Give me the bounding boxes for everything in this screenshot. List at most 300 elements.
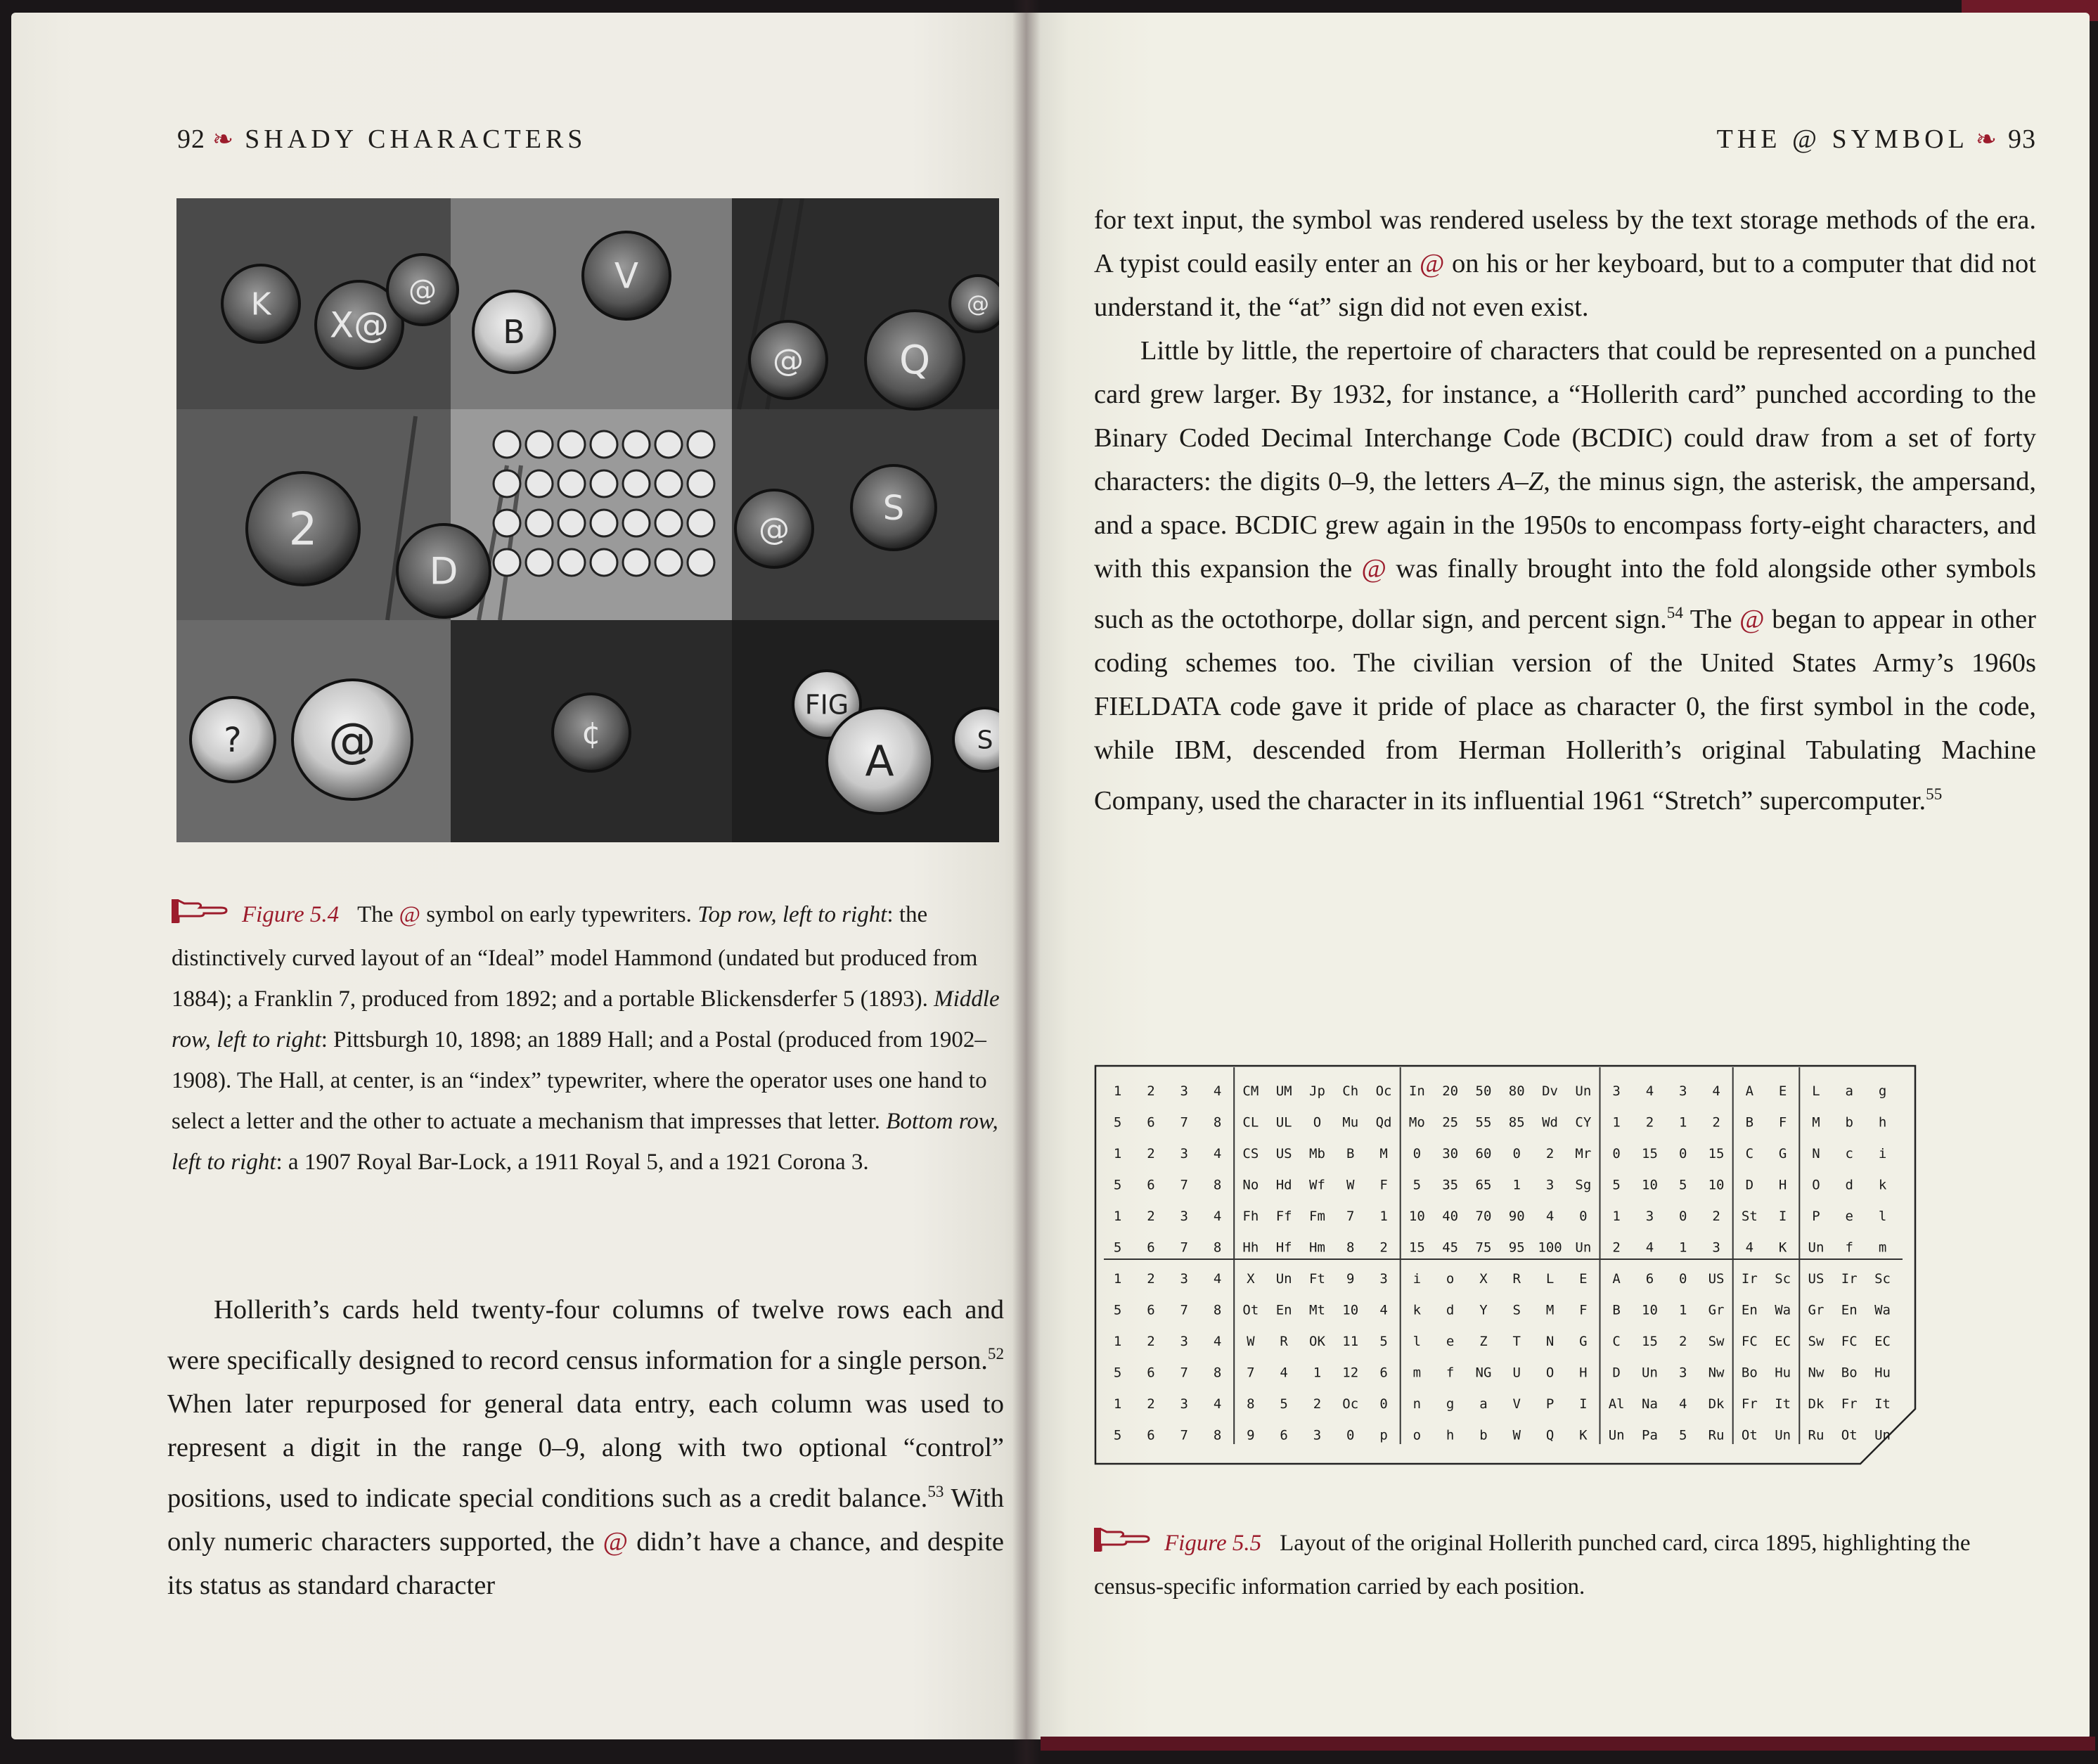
text-run: for text input, the symbol was rendered useless by the text storage methods of the era. A typist could easily enter an: [1094, 205, 2036, 278]
card-cell: US: [1708, 1271, 1725, 1287]
card-cell: o: [1446, 1271, 1455, 1287]
text-run: The: [357, 902, 399, 927]
card-cell: 2: [1147, 1271, 1155, 1287]
card-cell: 1: [1113, 1271, 1122, 1287]
index-key: [623, 510, 650, 536]
key-glyph: ¢: [581, 715, 601, 752]
red-cover-edge-bottom: [1041, 1737, 2095, 1751]
card-cell: 6: [1147, 1427, 1155, 1443]
card-cell: Wf: [1309, 1177, 1325, 1193]
card-cell: U: [1512, 1365, 1521, 1381]
card-cell: Nw: [1708, 1365, 1725, 1381]
card-cell: 0: [1612, 1146, 1621, 1161]
card-cell: Q: [1545, 1427, 1555, 1443]
card-cell: 6: [1645, 1271, 1654, 1287]
card-cell: d: [1845, 1177, 1853, 1193]
card-cell: Oc: [1375, 1083, 1392, 1099]
card-cell: Mt: [1309, 1302, 1325, 1318]
card-cell: e: [1845, 1209, 1853, 1224]
card-cell: Un: [1575, 1083, 1592, 1099]
card-cell: Un: [1575, 1240, 1592, 1256]
card-cell: h: [1446, 1427, 1455, 1443]
card-cell: 1: [1679, 1240, 1687, 1256]
card-cell: Mr: [1575, 1146, 1592, 1161]
card-cell: i: [1878, 1146, 1887, 1161]
card-cell: 10: [1642, 1177, 1658, 1193]
card-cell: 8: [1213, 1427, 1222, 1443]
card-cell: O: [1313, 1114, 1322, 1131]
card-cell: F: [1778, 1114, 1787, 1131]
typewriter-photo-collage: [176, 198, 999, 842]
index-key: [591, 431, 617, 458]
footnote-ref: 55: [1926, 784, 1943, 803]
card-cell: Ir: [1741, 1271, 1758, 1287]
card-cell: I: [1579, 1396, 1588, 1412]
card-cell: 5: [1113, 1177, 1122, 1193]
index-key: [494, 431, 520, 458]
index-key: [526, 510, 553, 536]
card-cell: P: [1545, 1396, 1555, 1412]
text-run: When later repurposed for general data entry, each column was used to represent a digit in the range 0–9, along with two optional “control” positions, used to indicate special conditions such as a credit balance.: [167, 1389, 1004, 1513]
index-key: [526, 549, 553, 576]
card-cell: 5: [1113, 1114, 1122, 1131]
card-cell: F: [1379, 1177, 1388, 1193]
card-cell: 0: [1679, 1209, 1687, 1224]
text-run: Bottom row, left to right: [172, 1109, 998, 1175]
card-cell: OK: [1309, 1334, 1325, 1349]
index-key: [591, 549, 617, 576]
at-symbol: @: [1361, 554, 1386, 584]
card-cell: UM: [1275, 1083, 1292, 1099]
card-cell: D: [1612, 1365, 1621, 1381]
card-cell: It: [1775, 1396, 1791, 1412]
index-key: [655, 431, 682, 458]
at-symbol: @: [399, 902, 421, 927]
text-run: : Pittsburgh 10, 1898; an 1889 Hall; and a Postal (produced from 1902–1908). The Hall, at center, is an “index” typewriter, where the operator uses one hand to select a letter and the other to actuate a mechanism that impresses that letter.: [172, 1027, 987, 1134]
card-cell: Bo: [1841, 1365, 1858, 1381]
card-cell: NG: [1475, 1365, 1492, 1381]
index-key: [623, 431, 650, 458]
key-glyph: FIG: [804, 689, 849, 721]
card-cell: 15: [1708, 1146, 1725, 1161]
index-key: [558, 510, 585, 536]
card-cell: e: [1446, 1334, 1455, 1349]
card-cell: 5: [1412, 1177, 1422, 1193]
card-cell: F: [1579, 1302, 1588, 1318]
fleuron-icon: ❧: [212, 125, 238, 153]
card-cell: 1: [1612, 1114, 1621, 1131]
card-cell: St: [1741, 1209, 1758, 1224]
card-cell: Oc: [1342, 1396, 1359, 1412]
card-cell: 3: [1180, 1146, 1188, 1161]
book-gutter: [1012, 0, 1041, 1764]
text-run: The: [1682, 604, 1740, 634]
key-glyph: ?: [224, 720, 242, 760]
card-cell: Hu: [1775, 1365, 1791, 1381]
index-key: [688, 510, 714, 536]
card-cell: 3: [1379, 1271, 1388, 1287]
card-cell: N: [1545, 1334, 1555, 1349]
card-cell: c: [1845, 1146, 1853, 1161]
card-cell: 5: [1679, 1427, 1687, 1443]
card-cell: 12: [1342, 1365, 1359, 1381]
card-cell: 6: [1147, 1177, 1155, 1193]
card-cell: 4: [1280, 1365, 1288, 1381]
card-cell: Sw: [1808, 1334, 1825, 1349]
index-key: [655, 549, 682, 576]
card-cell: E: [1778, 1083, 1787, 1099]
card-cell: K: [1579, 1427, 1588, 1443]
card-cell: Un: [1775, 1427, 1791, 1443]
card-cell: 10: [1342, 1302, 1359, 1318]
card-cell: 40: [1442, 1209, 1459, 1224]
card-cell: T: [1512, 1334, 1521, 1349]
pointing-hand-icon: [1094, 1525, 1159, 1566]
card-cell: Hd: [1275, 1177, 1292, 1193]
card-cell: L: [1812, 1083, 1820, 1099]
card-cell: 7: [1180, 1427, 1188, 1443]
paragraph: [1094, 329, 2036, 823]
at-symbol: @: [603, 1526, 629, 1557]
index-key: [526, 431, 553, 458]
card-cell: Hf: [1275, 1240, 1292, 1256]
index-key: [558, 431, 585, 458]
card-cell: 6: [1147, 1114, 1155, 1131]
card-cell: 65: [1475, 1177, 1492, 1193]
card-cell: 3: [1612, 1083, 1621, 1099]
card-cell: o: [1412, 1427, 1422, 1443]
card-cell: H: [1778, 1177, 1787, 1193]
card-cell: G: [1778, 1146, 1787, 1161]
card-cell: Wa: [1775, 1302, 1791, 1318]
card-cell: Al: [1608, 1396, 1625, 1412]
card-cell: Qd: [1375, 1114, 1392, 1131]
key-glyph: @: [773, 342, 804, 379]
card-cell: 9: [1247, 1427, 1255, 1443]
card-cell: 30: [1442, 1146, 1459, 1161]
text-run: didn’t have a chance, and despite its status as standard character: [167, 1526, 1004, 1600]
key-glyph: D: [429, 550, 458, 593]
card-cell: 5: [1113, 1427, 1122, 1443]
card-cell: 7: [1247, 1365, 1255, 1381]
card-cell: Un: [1608, 1427, 1625, 1443]
card-cell: 4: [1213, 1083, 1222, 1099]
card-cell: 25: [1442, 1114, 1459, 1131]
card-cell: H: [1579, 1365, 1588, 1381]
text-run: A–Z: [1498, 467, 1544, 496]
card-cell: 10: [1408, 1209, 1425, 1224]
card-cell: B: [1612, 1302, 1621, 1318]
card-cell: EC: [1775, 1334, 1791, 1349]
card-cell: 10: [1708, 1177, 1725, 1193]
card-cell: 2: [1379, 1240, 1388, 1256]
card-cell: C: [1612, 1334, 1621, 1349]
card-cell: It: [1874, 1396, 1891, 1412]
card-cell: 2: [1313, 1396, 1322, 1412]
card-cell: E: [1579, 1271, 1588, 1287]
card-cell: n: [1412, 1396, 1422, 1412]
card-cell: 8: [1213, 1302, 1222, 1318]
card-cell: 5: [1113, 1240, 1122, 1256]
left-page: [11, 13, 1035, 1739]
card-cell: b: [1479, 1427, 1488, 1443]
key-glyph: 2: [288, 503, 318, 556]
card-cell: Fm: [1309, 1209, 1325, 1224]
card-cell: Ot: [1242, 1302, 1259, 1318]
key-glyph: X@: [329, 304, 390, 346]
card-cell: O: [1545, 1365, 1555, 1381]
card-cell: Pa: [1642, 1427, 1658, 1443]
card-cell: G: [1579, 1334, 1588, 1349]
card-cell: 6: [1147, 1302, 1155, 1318]
card-cell: M: [1379, 1146, 1388, 1161]
card-cell: 7: [1180, 1114, 1188, 1131]
right-running-head: [1717, 124, 2036, 155]
card-cell: 3: [1545, 1177, 1555, 1193]
card-cell: 4: [1213, 1396, 1222, 1412]
card-cell: 5: [1612, 1177, 1621, 1193]
card-cell: 2: [1712, 1114, 1720, 1131]
card-cell: 2: [1147, 1146, 1155, 1161]
footnote-ref: 54: [1666, 603, 1683, 622]
figure-5-4-caption: [172, 894, 1001, 1183]
card-cell: 8: [1213, 1365, 1222, 1381]
card-cell: N: [1812, 1146, 1820, 1161]
left-running-head: [177, 124, 586, 155]
card-cell: P: [1812, 1209, 1820, 1224]
page-number: 93: [2008, 124, 2036, 154]
index-key: [494, 510, 520, 536]
card-cell: 0: [1512, 1146, 1521, 1161]
text-run: symbol on early typewriters.: [420, 902, 698, 927]
card-cell: Ot: [1841, 1427, 1858, 1443]
figure-5-5-caption: [1094, 1523, 2036, 1607]
card-cell: Un: [1874, 1427, 1891, 1443]
card-cell: 1: [1113, 1396, 1122, 1412]
card-cell: 1: [1512, 1177, 1521, 1193]
card-cell: M: [1812, 1114, 1820, 1131]
card-cell: Un: [1275, 1271, 1292, 1287]
card-cell: 60: [1475, 1146, 1492, 1161]
at-symbol: @: [1420, 249, 1445, 278]
card-cell: 1: [1113, 1209, 1122, 1224]
index-key: [591, 510, 617, 536]
card-cell: 8: [1213, 1240, 1222, 1256]
card-cell: 4: [1712, 1083, 1720, 1099]
card-cell: D: [1745, 1177, 1754, 1193]
card-cell: h: [1878, 1114, 1887, 1131]
card-cell: 2: [1147, 1209, 1155, 1224]
paragraph: [1094, 198, 2036, 329]
card-cell: Hh: [1242, 1240, 1259, 1256]
card-cell: US: [1275, 1146, 1292, 1161]
card-cell: Ot: [1741, 1427, 1758, 1443]
running-head-title: THE @ SYMBOL: [1716, 124, 1969, 154]
card-cell: 55: [1475, 1114, 1492, 1131]
card-cell: g: [1446, 1396, 1455, 1412]
card-cell: 0: [1679, 1271, 1687, 1287]
card-cell: 3: [1679, 1365, 1687, 1381]
hollerith-punched-card-diagram: [1094, 1064, 1917, 1465]
key-glyph: S: [882, 488, 905, 528]
key-glyph: Q: [899, 337, 931, 384]
card-cell: 35: [1442, 1177, 1459, 1193]
text-run: on his or her keyboard, but to a computer that did not understand it, the “at” sign did not even exist.: [1094, 249, 2036, 322]
card-cell: Fr: [1741, 1396, 1758, 1412]
card-cell: 7: [1346, 1209, 1355, 1224]
card-cell: 8: [1346, 1240, 1355, 1256]
figure-caption-text: Layout of the original Hollerith punched card, circa 1895, highlighting the census-specific information carried by each position.: [1094, 1531, 1971, 1599]
card-cell: 10: [1642, 1302, 1658, 1318]
card-cell: Fh: [1242, 1209, 1259, 1224]
card-cell: 2: [1712, 1209, 1720, 1224]
card-cell: 1: [1113, 1146, 1122, 1161]
card-cell: M: [1545, 1302, 1555, 1318]
card-cell: 0: [1679, 1146, 1687, 1161]
card-cell: Sw: [1708, 1334, 1725, 1349]
card-cell: 4: [1679, 1396, 1687, 1412]
key-glyph: B: [503, 313, 525, 352]
card-cell: 5: [1113, 1302, 1122, 1318]
card-cell: 2: [1147, 1396, 1155, 1412]
card-cell: 3: [1679, 1083, 1687, 1099]
card-cell: 4: [1213, 1334, 1222, 1349]
text-run: Middle row, left to right: [172, 986, 1000, 1052]
text-run: : the distinctively curved layout of an “Ideal” model Hammond (undated but produced from 1884); a Franklin 7, produced from 1892; and a portable Blickensderfer 5 (1893).: [172, 902, 978, 1012]
card-cell: 5: [1113, 1365, 1122, 1381]
card-cell: 0: [1346, 1427, 1355, 1443]
text-run: Top row, left to right: [697, 902, 887, 927]
fleuron-icon: ❧: [1975, 125, 2001, 153]
card-cell: Wa: [1874, 1302, 1891, 1318]
card-cell: CS: [1242, 1146, 1259, 1161]
card-cell: No: [1242, 1177, 1259, 1193]
card-cell: 4: [1745, 1240, 1754, 1256]
card-cell: 3: [1712, 1240, 1720, 1256]
card-cell: 7: [1180, 1240, 1188, 1256]
right-page: [1027, 13, 2090, 1739]
card-cell: 2: [1645, 1114, 1654, 1131]
card-cell: A: [1745, 1083, 1754, 1099]
card-cell: Ff: [1275, 1209, 1292, 1224]
card-cell: l: [1878, 1209, 1887, 1224]
card-cell: 15: [1642, 1146, 1658, 1161]
card-cell: US: [1808, 1271, 1825, 1287]
card-cell: 4: [1545, 1209, 1555, 1224]
card-cell: S: [1512, 1302, 1521, 1318]
figure-caption-text: [172, 902, 1000, 1175]
card-cell: 75: [1475, 1240, 1492, 1256]
card-cell: 4: [1213, 1271, 1222, 1287]
card-cell: Hm: [1309, 1240, 1325, 1256]
card-cell: 8: [1213, 1177, 1222, 1193]
card-cell: 0: [1412, 1146, 1422, 1161]
card-cell: 90: [1508, 1209, 1525, 1224]
card-cell: Gr: [1708, 1302, 1725, 1318]
card-cell: 4: [1645, 1240, 1654, 1256]
card-cell: 80: [1508, 1083, 1525, 1099]
card-cell: A: [1612, 1271, 1621, 1287]
text-run: began to appear in other coding schemes too. The civilian version of the United States Army’s 1960s FIELDATA code gave it pride of place as character 0, the first symbol in the code, while IBM, descended from Herman Hollerith’s original Tabulating Machine Company, used the character in its influential 1961 “Stretch” supercomputer.: [1094, 604, 2036, 816]
index-key: [655, 510, 682, 536]
footnote-ref: 52: [987, 1344, 1004, 1363]
card-cell: O: [1812, 1177, 1820, 1193]
card-cell: FC: [1841, 1334, 1858, 1349]
card-cell: Ir: [1841, 1271, 1858, 1287]
card-cell: 1: [1313, 1365, 1322, 1381]
card-cell: 100: [1538, 1240, 1562, 1256]
index-key: [623, 549, 650, 576]
card-cell: Z: [1479, 1334, 1488, 1349]
card-cell: Y: [1479, 1302, 1488, 1318]
card-cell: Dk: [1708, 1396, 1725, 1412]
card-cell: 4: [1213, 1146, 1222, 1161]
card-cell: 85: [1508, 1114, 1525, 1131]
card-cell: 1: [1679, 1302, 1687, 1318]
pointing-hand-icon: [172, 896, 236, 938]
index-key: [591, 470, 617, 497]
card-cell: 1: [1679, 1114, 1687, 1131]
card-cell: 8: [1213, 1114, 1222, 1131]
card-cell: f: [1446, 1365, 1455, 1381]
card-cell: Hu: [1874, 1365, 1891, 1381]
text-run: was finally brought into the fold alongside other symbols such as the octothorpe, dollar sign, and percent sign.: [1094, 554, 2036, 634]
card-cell: 3: [1180, 1334, 1188, 1349]
at-symbol: @: [1739, 604, 1765, 634]
card-cell: Wd: [1542, 1114, 1558, 1131]
card-cell: i: [1412, 1271, 1422, 1287]
index-key: [655, 470, 682, 497]
card-cell: I: [1778, 1209, 1787, 1224]
key-glyph: S: [977, 726, 993, 755]
card-cell: En: [1741, 1302, 1758, 1318]
figure-label: Figure 5.5: [1164, 1531, 1262, 1556]
card-cell: 7: [1180, 1302, 1188, 1318]
card-cell: Nw: [1808, 1365, 1825, 1381]
card-cell: 7: [1180, 1177, 1188, 1193]
card-cell: 1: [1113, 1334, 1122, 1349]
card-cell: 3: [1180, 1209, 1188, 1224]
card-cell: a: [1845, 1083, 1853, 1099]
card-cell: f: [1845, 1240, 1853, 1256]
card-cell: Un: [1808, 1240, 1825, 1256]
card-cell: 2: [1545, 1146, 1555, 1161]
card-cell: m: [1878, 1240, 1887, 1256]
key-glyph: A: [865, 737, 894, 786]
card-cell: 3: [1313, 1427, 1322, 1443]
card-cell: 1: [1379, 1209, 1388, 1224]
card-cell: W: [1512, 1427, 1521, 1443]
card-cell: 8: [1247, 1396, 1255, 1412]
text-run: Little by little, the repertoire of characters that could be represented on a punched card grew larger. By 1932, for instance, a “Hollerith card” punched according to the Binary Coded Decimal Interchange Code (BCDIC) could draw from a set of forty characters: the digits 0–9, the letters: [1094, 336, 2036, 496]
card-cell: 4: [1379, 1302, 1388, 1318]
card-cell: Na: [1642, 1396, 1658, 1412]
paragraph: [167, 1288, 1004, 1607]
card-cell: 3: [1645, 1209, 1654, 1224]
card-cell: Jp: [1309, 1083, 1325, 1099]
text-run: With only numeric characters supported, the: [167, 1483, 1004, 1557]
card-cell: CY: [1575, 1114, 1592, 1131]
card-cell: CM: [1242, 1083, 1259, 1099]
key-glyph: @: [759, 511, 790, 548]
card-cell: 3: [1180, 1271, 1188, 1287]
card-cell: 7: [1180, 1365, 1188, 1381]
right-body-text: [1094, 198, 2036, 823]
card-cell: L: [1545, 1271, 1555, 1287]
card-cell: 20: [1442, 1083, 1459, 1099]
index-key: [623, 470, 650, 497]
card-cell: Sc: [1775, 1271, 1791, 1287]
